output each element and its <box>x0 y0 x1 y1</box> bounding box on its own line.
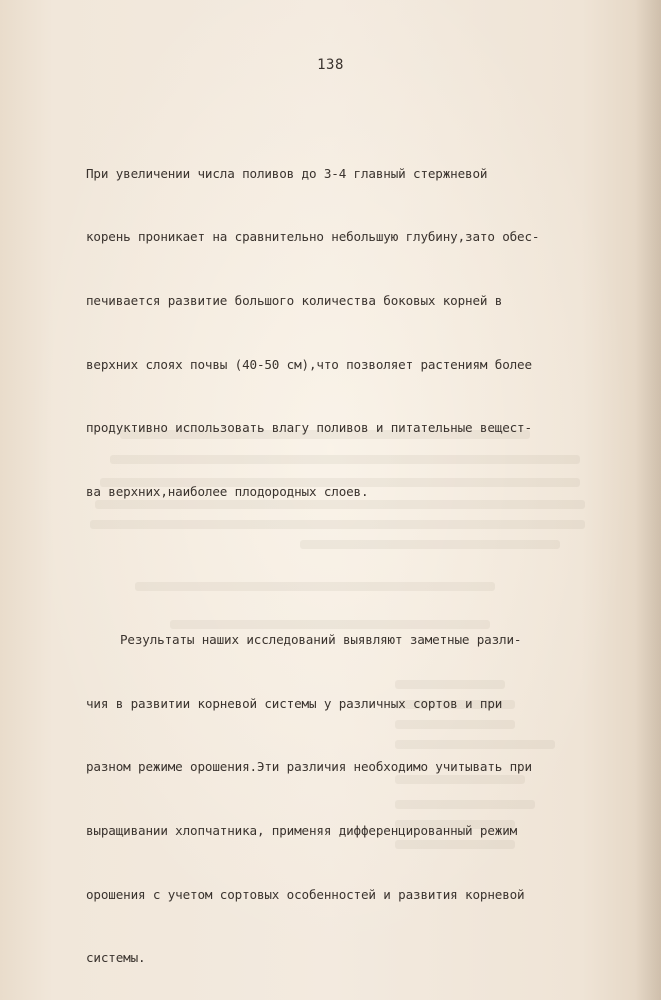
page-edge-shadow <box>635 0 661 1000</box>
text-line: орошения с учетом сортовых особенностей и развития корневой <box>86 886 525 902</box>
text-line: При увеличении числа поливов до 3-4 главный стержневой <box>86 165 488 181</box>
text-line: верхних слоях почвы (40-50 см),что позволяет растениям более <box>86 356 532 372</box>
text-line: ва верхних,наиболее плодородных слоев. <box>86 483 369 499</box>
body-text <box>86 78 606 1000</box>
text-line: продуктивно использовать влагу поливов и питательные вещест- <box>86 420 532 436</box>
text-line: Результаты наших исследований выявляют заметные разли- <box>120 632 522 648</box>
page-number: 138 <box>317 57 344 73</box>
text-line: корень проникает на сравнительно небольшую глубину,зато обес- <box>86 229 540 245</box>
paragraph-2 <box>86 587 606 1000</box>
paragraph-1 <box>86 120 606 544</box>
text-line: выращивании хлопчатника, применяя дифференцированный режим <box>86 822 518 838</box>
text-line: чия в развитии корневой системы у различных сортов и при <box>86 695 503 711</box>
text-line: разном режиме орошения.Эти различия необходимо учитывать при <box>86 759 532 775</box>
text-line: системы. <box>86 950 146 966</box>
text-line: печивается развитие большого количества боковых корней в <box>86 293 503 308</box>
